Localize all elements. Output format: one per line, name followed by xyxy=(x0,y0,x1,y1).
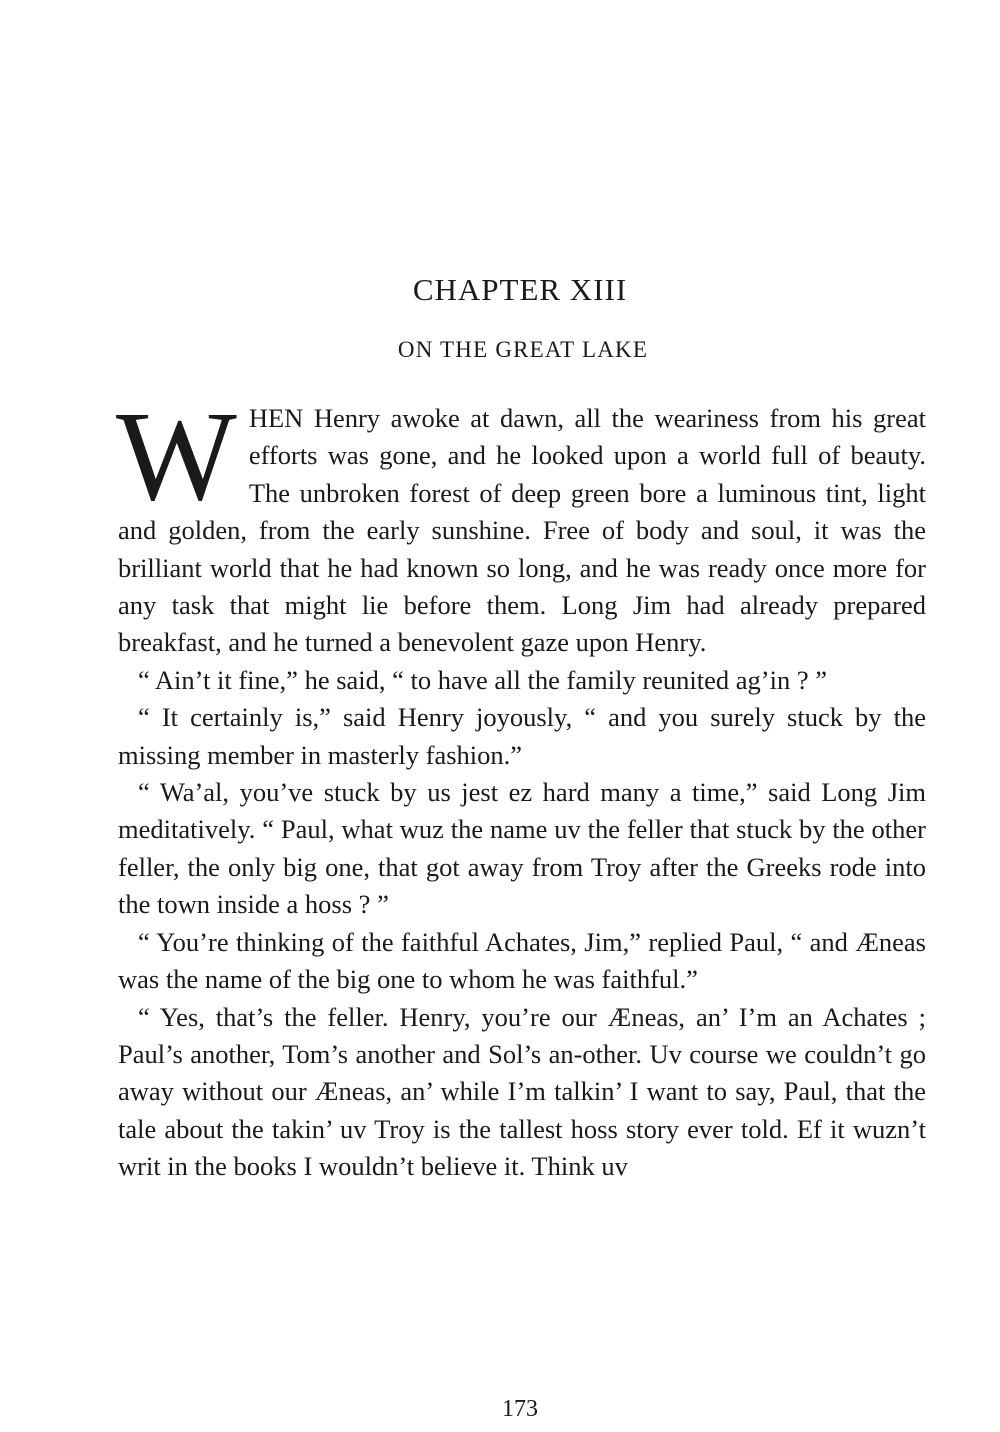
chapter-title: CHAPTER XIII xyxy=(412,272,628,307)
paragraph: “ Wa’al, you’ve stuck by us jest ez hard many a time,” said Long Jim meditatively. “ Paul, what wuz the name uv the feller that stuck by the other feller, the only big one, that got away from Troy after the Greeks rode into the town inside a hoss ? ” xyxy=(118,777,926,920)
drop-cap: W xyxy=(116,385,237,527)
paragraph: “ It certainly is,” said Henry joyously, “ and you surely stuck by the missing member in masterly fashion.” xyxy=(118,702,926,770)
paragraph xyxy=(116,385,926,662)
body-text xyxy=(116,385,926,1186)
chapter-subtitle: ON THE GREAT LAKE xyxy=(397,337,649,362)
page-number: 173 xyxy=(502,1396,538,1422)
paragraph: “ Ain’t it fine,” he said, “ to have all the family reunited ag’in ? ” xyxy=(138,664,827,695)
paragraph-text: HEN Henry awoke at dawn, all the weariness from his great efforts was gone, and he looked upon a world full of beauty. The unbroken forest of deep green bore a luminous tint, light and golden, from the early sunshine. Free of body and soul, it was the brilliant world that he had known so long, and he was ready once more for any task that might lie before them. Long Jim had already prepared breakfast, and he turned a benevolent gaze upon Henry. xyxy=(118,403,926,658)
paragraph: “ Yes, that’s the feller. Henry, you’re our Æneas, an’ I’m an Achates ; Paul’s another, Tom’s another and Sol’s an-other. Uv course we couldn’t go away without our Æneas, an’ while I’m talkin’ I want to say, Paul, that the tale about the takin’ uv Troy is the tallest hoss story ever told. Ef it wuzn’t writ in the books I wouldn’t believe it. Think uv xyxy=(118,1001,926,1182)
paragraph: “ You’re thinking of the faithful Achates, Jim,” replied Paul, “ and Æneas was the name of the big one to whom he was faithful.” xyxy=(118,926,926,995)
